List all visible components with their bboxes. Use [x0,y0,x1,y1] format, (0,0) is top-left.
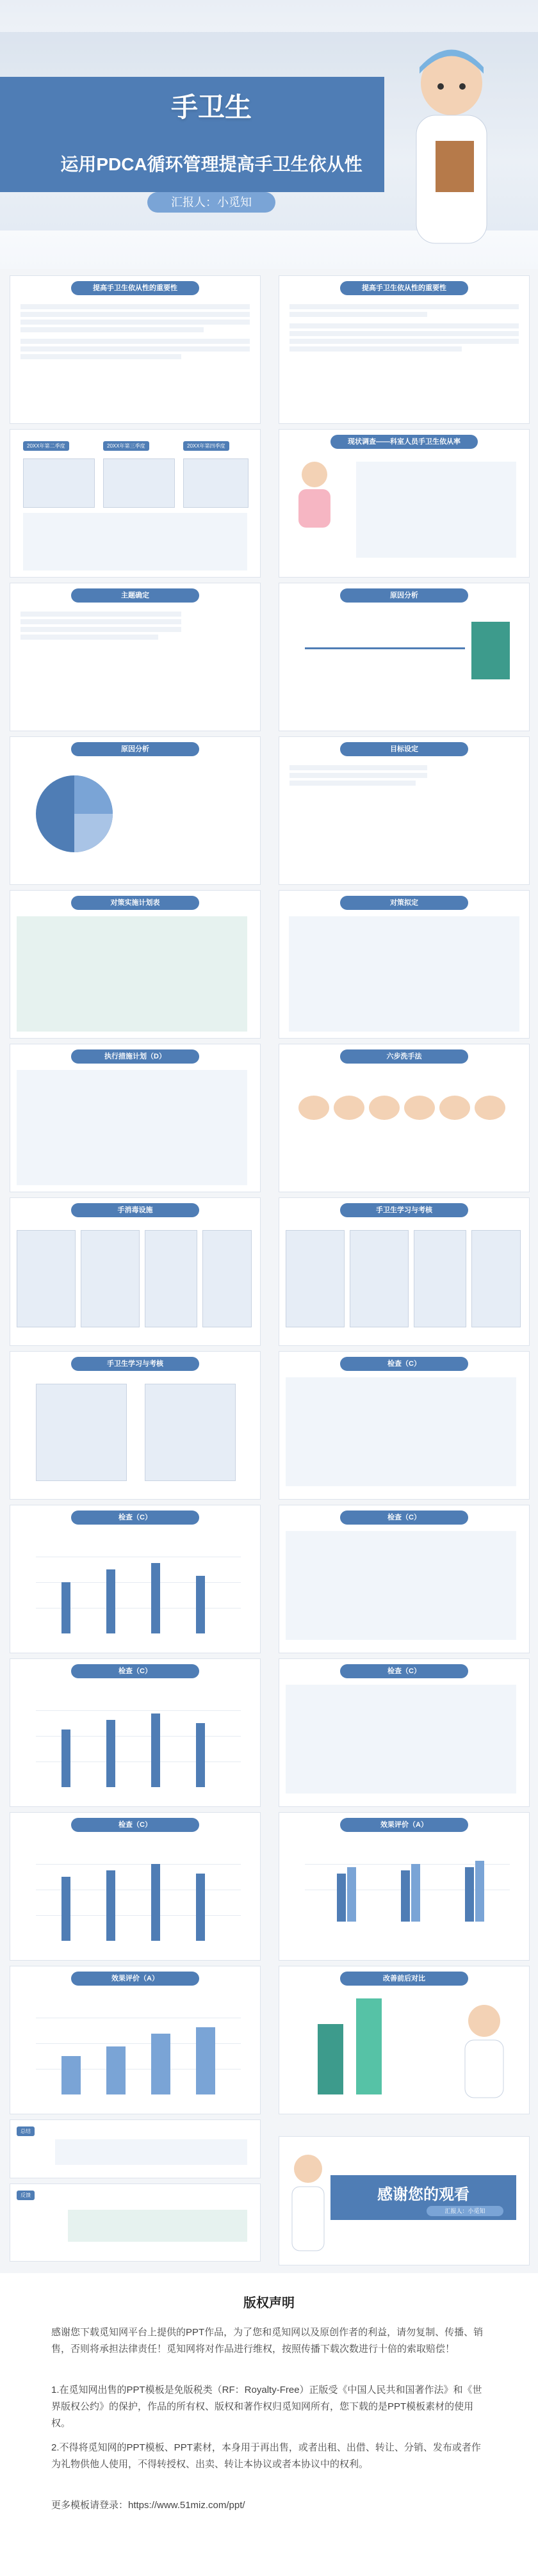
facility-photo-4 [202,1230,252,1327]
slide-title: 检查（C） [71,1818,199,1832]
chart-bar [151,2034,170,2094]
chart-bar [151,1713,160,1787]
facility-photo-1 [17,1230,76,1327]
slide-effect-2 [10,1966,261,2114]
chart-bar [106,1870,115,1941]
hand-step-1-icon [298,1096,329,1120]
slide-title: 现状调查——科室人员手卫生依从率 [330,435,478,449]
slide-title: 手卫生学习与考核 [71,1357,199,1371]
slide-body [289,302,519,417]
slide-check-table-3 [279,1658,530,1807]
hand-step-5-icon [439,1096,470,1120]
slide-training-2 [10,1351,261,1500]
slide-goal [279,736,530,885]
countermeasure-grid [289,916,519,1032]
slide-body [289,763,519,878]
chart-bar [61,1729,70,1787]
summary-label: 总结 [17,2126,35,2136]
training-photo-6 [145,1384,236,1481]
slide-title: 检查（C） [71,1511,199,1525]
slide-title: 原因分析 [340,588,468,603]
facility-photo-3 [145,1230,197,1327]
slide-title: 效果评价（A） [71,1972,199,1986]
photo-q4 [183,458,249,508]
slide-facilities [10,1197,261,1346]
gantt-table [17,916,247,1032]
quarter-table [23,513,247,571]
copyright-paragraph-4[interactable]: 更多模板请登录：https://www.51miz.com/ppt/ [51,2500,245,2511]
cover-subtitle: 运用PDCA循环管理提高手卫生依从性 [60,154,363,174]
cover-title: 手卫生 [170,92,252,122]
slide-effect-1 [279,1812,530,1961]
slide-execution [10,1044,261,1192]
chart-bar [196,1723,205,1787]
check-table-1 [286,1377,516,1486]
chart-bar [106,2046,126,2094]
copyright-section [0,2273,538,2576]
copyright-paragraph-3: 2.不得将觅知网的PPT模板、PPT素材，本身用于再出售，或者出租、出借、转让、分销、发布或者作为礼物供他人使用，不得转授权、出卖、转让本协议或者本协议中的权利。 [51,2442,481,2470]
gridline [36,1864,241,1865]
copyright-paragraph-2: 1.在觅知网出售的PPT模板是免版税类（RF：Royalty-Free）正版受《中国人民共和国著作法》和《世界版权公约》的保护，作品的所有权、版权和著作权归觅知网所有，您下载的是PPT模板素材的使用权。 [51,2385,482,2429]
slide-check-table-2 [279,1505,530,1653]
chart-bar [475,1861,484,1922]
doctor-icon [286,2150,330,2258]
slide-title: 效果评价（A） [340,1818,468,1832]
slide-training-1 [279,1197,530,1346]
slide-survey [279,429,530,578]
slide-title: 检查（C） [340,1664,468,1678]
slide-title: 手卫生学习与考核 [340,1203,468,1217]
gridline [36,1710,241,1711]
check-table-3 [286,1685,516,1794]
slide-body [20,302,250,417]
cover-reporter: 汇报人：小觅知 [147,192,275,213]
facility-photo-2 [81,1230,140,1327]
slide-body [20,609,250,724]
photo-q2 [23,458,95,508]
survey-table [356,462,516,558]
slide-six-steps [279,1044,530,1192]
slide-title: 原因分析 [71,742,199,756]
slide-title: 检查（C） [71,1664,199,1678]
chart-bar [196,1874,205,1941]
slide-compare [279,1966,530,2114]
chart-bar [411,1864,420,1922]
doctor-icon [452,1998,516,2101]
thanks-box [330,2175,516,2220]
chart-bar [151,1563,160,1633]
slide-title: 对策拟定 [340,896,468,910]
slide-title: 执行措施计划（D） [71,1049,199,1064]
slide-check-chart-3 [10,1812,261,1961]
chart-bar [196,2027,215,2094]
chart-bar [61,2056,81,2094]
slide-title: 检查（C） [340,1357,468,1371]
chart-bar [196,1576,205,1633]
hand-step-6-icon [475,1096,505,1120]
slide-title: 主题确定 [71,588,199,603]
chart-bar [337,1874,346,1922]
check-table-2 [286,1531,516,1640]
doctor-illustration-icon [391,38,512,256]
fishbone-spine [305,647,465,649]
cover-slide [0,0,538,269]
slide-title: 六步洗手法 [340,1049,468,1064]
training-photo-3 [414,1230,466,1327]
slide-title: 对策实施计划表 [71,896,199,910]
chart-bar [106,1720,115,1787]
thanks-reporter: 汇报人：小觅知 [427,2206,503,2216]
cause-pie-chart [23,763,126,865]
slide-plan-table [10,890,261,1039]
feedback-label: 反馈 [17,2191,35,2200]
chart-bar [61,1582,70,1633]
slide-cause-pie [10,736,261,885]
training-photo-1 [286,1230,345,1327]
chart-bar [401,1870,410,1922]
chart-bar [465,1867,474,1922]
slide-check-table-1 [279,1351,530,1500]
slide-title: 目标设定 [340,742,468,756]
summary-text [55,2139,247,2165]
copyright-paragraph-1: 感谢您下载觅知网平台上提供的PPT作品，为了您和觅知网以及原创作者的利益，请勿复制、传播、销售，否则将承担法律责任！觅知网将对作品进行维权，按照传播下载次数进行十倍的索取赔偿！ [51,2327,484,2354]
training-photo-2 [350,1230,409,1327]
slide-check-chart-1 [10,1505,261,1653]
chart-bar [106,1569,115,1633]
feedback-flow [68,2210,247,2242]
training-photo-5 [36,1384,127,1481]
slide-feedback [10,2183,261,2262]
fishbone-head [471,622,510,679]
hand-step-3-icon [369,1096,400,1120]
quarter-q4: 20XX年第四季度 [183,441,229,451]
slide-title: 提高手卫生依从性的重要性 [340,281,468,295]
thanks-title: 感谢您的观看 [377,2186,469,2203]
chart-bar [151,1864,160,1941]
slide-thanks [279,2136,530,2265]
compare-bar-after [356,1998,382,2094]
slide-countermeasure [279,890,530,1039]
quarter-q3: 20XX年第三季度 [103,441,149,451]
training-photo-4 [471,1230,521,1327]
copyright-title: 版权声明 [243,2296,295,2310]
slide-summary [10,2119,261,2178]
chart-bar [347,1867,356,1922]
compare-bar-before [318,2024,343,2094]
slide-check-chart-2 [10,1658,261,1807]
hand-step-4-icon [404,1096,435,1120]
nurse-icon [292,458,337,529]
execution-table [17,1070,247,1185]
photo-q3 [103,458,175,508]
slide-title: 检查（C） [340,1511,468,1525]
slide-title: 手消毒设施 [71,1203,199,1217]
slide-quarters [10,429,261,578]
slide-title: 改善前后对比 [340,1972,468,1986]
slide-importance-1 [10,275,261,424]
slide-importance-2 [279,275,530,424]
slide-title: 提高手卫生依从性的重要性 [71,281,199,295]
hand-step-2-icon [334,1096,364,1120]
chart-bar [61,1877,70,1941]
slide-topic [10,583,261,731]
quarter-q2: 20XX年第二季度 [23,441,69,451]
slide-cause-fishbone [279,583,530,731]
